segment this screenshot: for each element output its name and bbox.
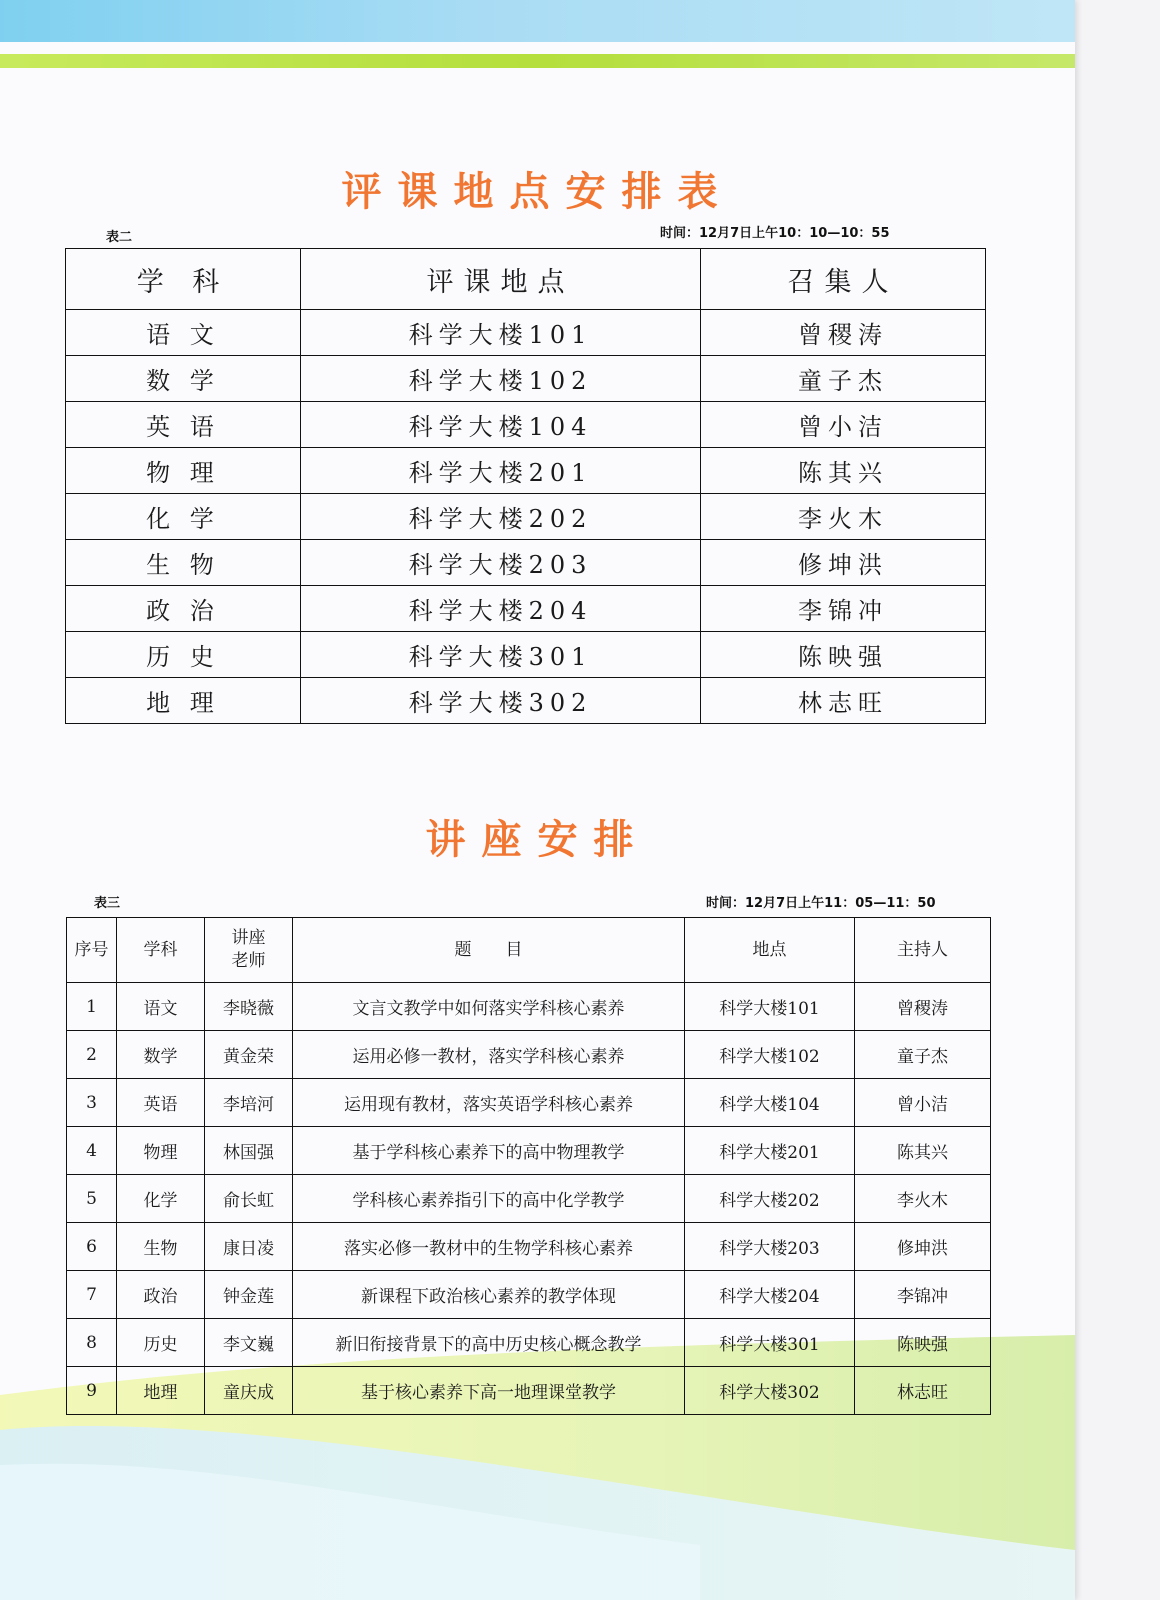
subject-cell: 地 理 (66, 678, 301, 724)
subject-cell: 数学 (117, 1031, 205, 1079)
index-cell: 4 (67, 1127, 117, 1175)
location-cell: 科学大楼201 (685, 1127, 855, 1175)
location-cell: 科学大楼204 (685, 1271, 855, 1319)
convener-cell: 童子杰 (701, 356, 986, 402)
location-cell: 科学大楼302 (301, 678, 701, 724)
lecturer-cell: 李培河 (205, 1079, 293, 1127)
index-cell: 3 (67, 1079, 117, 1127)
convener-cell: 陈映强 (701, 632, 986, 678)
convener-cell: 陈其兴 (701, 448, 986, 494)
subject-cell: 政 治 (66, 586, 301, 632)
topic-cell: 运用现有教材，落实英语学科核心素养 (293, 1079, 685, 1127)
subject-cell: 地理 (117, 1367, 205, 1415)
subject-cell: 政治 (117, 1271, 205, 1319)
table3-header-subject: 学科 (117, 918, 205, 983)
location-cell: 科学大楼204 (301, 586, 701, 632)
table2-header-location: 评课地点 (301, 249, 701, 310)
location-cell: 科学大楼201 (301, 448, 701, 494)
location-cell: 科学大楼302 (685, 1367, 855, 1415)
evaluation-location-table (65, 248, 986, 724)
index-cell: 7 (67, 1271, 117, 1319)
table-row (67, 1271, 991, 1319)
index-cell: 2 (67, 1031, 117, 1079)
subject-cell: 英语 (117, 1079, 205, 1127)
location-cell: 科学大楼102 (685, 1031, 855, 1079)
index-cell: 5 (67, 1175, 117, 1223)
table3-header-lecturer: 讲座 老师 (205, 918, 293, 983)
subject-cell: 英 语 (66, 402, 301, 448)
host-cell: 李锦冲 (855, 1271, 991, 1319)
index-cell: 6 (67, 1223, 117, 1271)
table-row (67, 1367, 991, 1415)
table3-time: 时间：12月7日上午11：05—11：50 (706, 896, 936, 911)
topic-cell: 运用必修一教材，落实学科核心素养 (293, 1031, 685, 1079)
subject-cell: 语文 (117, 983, 205, 1031)
lecturer-cell: 童庆成 (205, 1367, 293, 1415)
table-row (66, 310, 986, 356)
table-row (67, 1031, 991, 1079)
table3-label: 表三 (94, 896, 121, 911)
index-cell: 8 (67, 1319, 117, 1367)
topic-cell: 落实必修一教材中的生物学科核心素养 (293, 1223, 685, 1271)
table2-title: 评课地点安排表 (341, 168, 734, 215)
table2-time: 时间：12月7日上午10：10—10：55 (660, 226, 890, 241)
table3-header-row (67, 918, 991, 983)
subject-cell: 历史 (117, 1319, 205, 1367)
table3-title: 讲座安排 (425, 816, 650, 863)
convener-cell: 曾稷涛 (701, 310, 986, 356)
lecturer-cell: 康日凌 (205, 1223, 293, 1271)
location-cell: 科学大楼202 (301, 494, 701, 540)
table-row (67, 1079, 991, 1127)
topic-cell: 基于核心素养下高一地理课堂教学 (293, 1367, 685, 1415)
topic-cell: 新旧衔接背景下的高中历史核心概念教学 (293, 1319, 685, 1367)
subject-cell: 生物 (117, 1223, 205, 1271)
table2-header-subject: 学 科 (66, 249, 301, 310)
table3-header-location: 地点 (685, 918, 855, 983)
location-cell: 科学大楼203 (301, 540, 701, 586)
table3-header-topic: 题 目 (293, 918, 685, 983)
subject-cell: 历 史 (66, 632, 301, 678)
location-cell: 科学大楼301 (301, 632, 701, 678)
table-row (67, 1127, 991, 1175)
index-cell: 9 (67, 1367, 117, 1415)
subject-cell: 生 物 (66, 540, 301, 586)
subject-cell: 数 学 (66, 356, 301, 402)
subject-cell: 物 理 (66, 448, 301, 494)
table-row (66, 540, 986, 586)
subject-cell: 化学 (117, 1175, 205, 1223)
convener-cell: 林志旺 (701, 678, 986, 724)
table-row (66, 678, 986, 724)
host-cell: 曾稷涛 (855, 983, 991, 1031)
location-cell: 科学大楼104 (685, 1079, 855, 1127)
table3-header-host: 主持人 (855, 918, 991, 983)
convener-cell: 修坤洪 (701, 540, 986, 586)
host-cell: 林志旺 (855, 1367, 991, 1415)
convener-cell: 李火木 (701, 494, 986, 540)
topic-cell: 学科核心素养指引下的高中化学教学 (293, 1175, 685, 1223)
header-blue-band (0, 0, 1075, 42)
table-row (66, 356, 986, 402)
host-cell: 曾小洁 (855, 1079, 991, 1127)
host-cell: 童子杰 (855, 1031, 991, 1079)
lecturer-cell: 俞长虹 (205, 1175, 293, 1223)
subject-cell: 语 文 (66, 310, 301, 356)
table-row (66, 448, 986, 494)
table-row (67, 983, 991, 1031)
table2-label: 表二 (106, 230, 133, 245)
topic-cell: 基于学科核心素养下的高中物理教学 (293, 1127, 685, 1175)
location-cell: 科学大楼301 (685, 1319, 855, 1367)
lecturer-cell: 林国强 (205, 1127, 293, 1175)
index-cell: 1 (67, 983, 117, 1031)
lecturer-cell: 钟金莲 (205, 1271, 293, 1319)
convener-cell: 曾小洁 (701, 402, 986, 448)
table3-header-index: 序号 (67, 918, 117, 983)
location-cell: 科学大楼203 (685, 1223, 855, 1271)
subject-cell: 化 学 (66, 494, 301, 540)
table2-header-row (66, 249, 986, 310)
location-cell: 科学大楼104 (301, 402, 701, 448)
topic-cell: 新课程下政治核心素养的教学体现 (293, 1271, 685, 1319)
table-row (66, 632, 986, 678)
lecturer-cell: 黄金荣 (205, 1031, 293, 1079)
table-row (67, 1223, 991, 1271)
table2-header-convener: 召集人 (701, 249, 986, 310)
lecture-schedule-table (66, 917, 991, 1415)
location-cell: 科学大楼202 (685, 1175, 855, 1223)
lecturer-cell: 李文巍 (205, 1319, 293, 1367)
host-cell: 李火木 (855, 1175, 991, 1223)
host-cell: 修坤洪 (855, 1223, 991, 1271)
header-green-band (0, 54, 1075, 68)
table-row (67, 1175, 991, 1223)
table-row (66, 494, 986, 540)
topic-cell: 文言文教学中如何落实学科核心素养 (293, 983, 685, 1031)
location-cell: 科学大楼101 (301, 310, 701, 356)
lecturer-cell: 李晓薇 (205, 983, 293, 1031)
table-row (67, 1319, 991, 1367)
location-cell: 科学大楼101 (685, 983, 855, 1031)
convener-cell: 李锦冲 (701, 586, 986, 632)
table-row (66, 586, 986, 632)
host-cell: 陈映强 (855, 1319, 991, 1367)
subject-cell: 物理 (117, 1127, 205, 1175)
location-cell: 科学大楼102 (301, 356, 701, 402)
table-row (66, 402, 986, 448)
host-cell: 陈其兴 (855, 1127, 991, 1175)
